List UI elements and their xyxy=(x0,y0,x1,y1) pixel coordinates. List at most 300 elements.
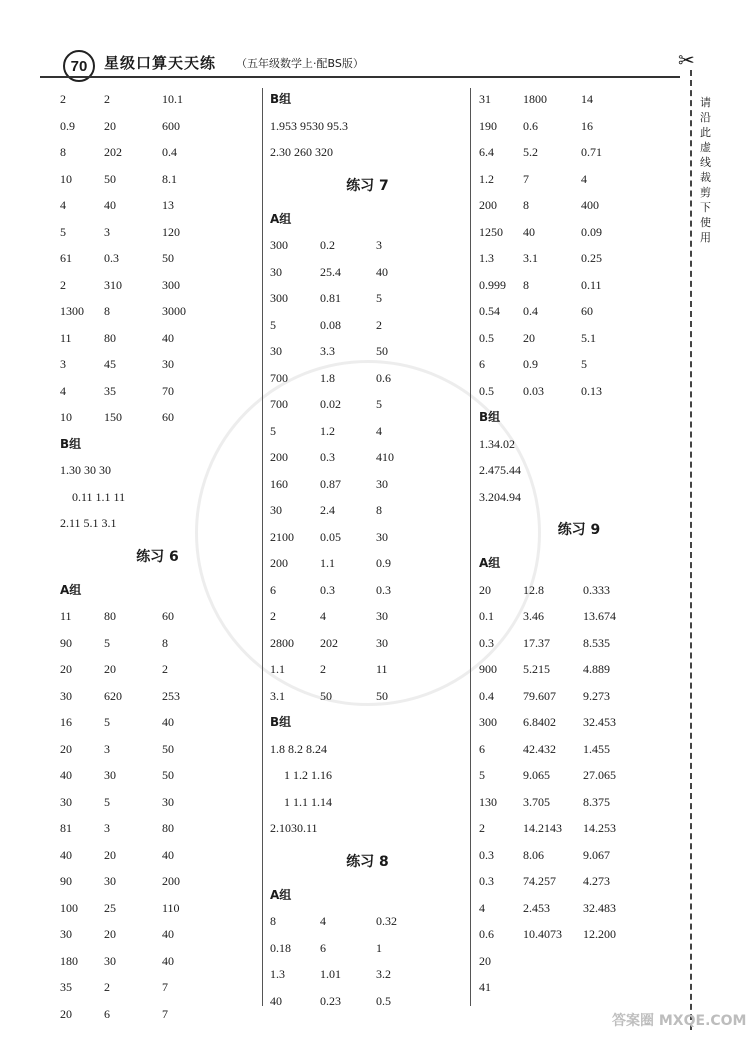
answer-cell: 20 xyxy=(104,118,116,133)
answer-cell: 13.674 xyxy=(583,609,616,623)
answer-line: 1 1.2 1.16 xyxy=(284,768,332,782)
answer-cell: 30 xyxy=(60,688,72,703)
answer-row xyxy=(60,842,255,869)
answer-cell: 3.2 xyxy=(376,967,391,981)
answer-cell: 0.4 xyxy=(479,688,494,703)
answer-cell: 190 xyxy=(479,118,497,133)
answer-cell: 4 xyxy=(60,198,66,212)
answer-cell: 1.2 xyxy=(479,171,494,186)
answer-cell: 5 xyxy=(581,357,587,371)
answer-row xyxy=(270,961,465,988)
answer-cell: 20 xyxy=(479,582,491,597)
answer-cell: 8 xyxy=(523,277,529,292)
answer-cell: 20 xyxy=(479,953,491,968)
answer-cell: 25.4 xyxy=(320,264,341,279)
answer-row xyxy=(479,378,679,405)
answer-row xyxy=(479,577,679,604)
column-divider xyxy=(470,88,471,1006)
answer-cell: 20 xyxy=(104,927,116,941)
answer-row xyxy=(60,113,255,140)
answer-row xyxy=(270,683,465,710)
answer-cell: 50 xyxy=(376,688,388,703)
answer-cell: 0.18 xyxy=(270,940,291,955)
page-number: 70 xyxy=(63,50,95,82)
answer-row xyxy=(479,842,679,869)
answer-cell: 40 xyxy=(60,847,72,862)
answer-row xyxy=(270,656,465,683)
answer-cell: 0.5 xyxy=(479,383,494,398)
answer-row xyxy=(60,921,255,948)
answer-row xyxy=(60,325,255,352)
answer-cell: 0.4 xyxy=(162,145,177,159)
book-subtitle: （五年级数学上·配BS版） xyxy=(236,57,364,70)
answer-line: 1.30 30 30 xyxy=(60,463,111,477)
answer-cell: 200 xyxy=(270,556,288,570)
answer-cell: 6 xyxy=(479,741,485,756)
answer-cell: 0.9 xyxy=(376,556,391,570)
answer-cell: 42.432 xyxy=(523,741,556,756)
answer-cell: 0.5 xyxy=(376,993,391,1008)
answer-cell: 17.37 xyxy=(523,635,550,650)
answer-cell: 30 xyxy=(376,609,388,623)
answer-cell: 200 xyxy=(162,874,180,888)
cut-dashed-line xyxy=(690,70,692,1030)
answer-cell: 120 xyxy=(162,224,180,239)
answer-cell: 50 xyxy=(162,741,174,756)
section-title: 练习 6 xyxy=(136,548,179,565)
answer-row xyxy=(479,868,679,895)
answer-cell: 7 xyxy=(162,1006,168,1021)
group-label: B组 xyxy=(60,436,82,451)
answer-cell: 0.999 xyxy=(479,277,506,292)
answer-cell: 5.2 xyxy=(523,145,538,159)
answer-row xyxy=(270,391,465,418)
answer-row xyxy=(60,245,255,272)
answer-cell: 0.54 xyxy=(479,304,500,318)
answer-cell: 3000 xyxy=(162,304,186,318)
answer-cell: 5 xyxy=(104,715,110,729)
answer-row xyxy=(270,577,465,604)
answer-row xyxy=(479,245,679,272)
answer-cell: 5 xyxy=(376,291,382,305)
answer-cell: 60 xyxy=(162,410,174,424)
answer-cell: 4 xyxy=(376,423,382,438)
answer-row xyxy=(479,113,679,140)
answer-cell: 160 xyxy=(270,476,288,491)
answer-cell: 0.5 xyxy=(479,330,494,345)
answer-cell: 10.1 xyxy=(162,92,183,106)
answer-cell: 40 xyxy=(376,264,388,279)
answer-cell: 0.3 xyxy=(479,874,494,888)
answer-cell: 0.4 xyxy=(523,304,538,318)
answer-row xyxy=(60,603,255,630)
answer-cell: 90 xyxy=(60,635,72,650)
answer-cell: 30 xyxy=(162,794,174,809)
answer-cell: 30 xyxy=(376,529,388,544)
answer-cell: 0.25 xyxy=(581,251,602,265)
answer-cell: 11 xyxy=(376,662,388,676)
answer-cell: 40 xyxy=(60,768,72,782)
section-title: 练习 7 xyxy=(346,177,389,194)
answer-cell: 40 xyxy=(162,953,174,968)
answer-cell: 0.81 xyxy=(320,291,341,305)
answer-cell: 180 xyxy=(60,953,78,968)
answer-cell: 6.8402 xyxy=(523,715,556,729)
answer-cell: 70 xyxy=(162,383,174,398)
answer-cell: 3 xyxy=(376,238,382,252)
answer-cell: 50 xyxy=(162,768,174,782)
answer-row xyxy=(60,762,255,789)
answer-cell: 9.067 xyxy=(583,847,610,862)
answer-cell: 2.4 xyxy=(320,503,335,517)
answer-cell: 4 xyxy=(60,383,66,398)
answer-cell: 3 xyxy=(104,741,110,756)
group-label: B组 xyxy=(270,92,292,106)
answer-cell: 3.46 xyxy=(523,609,544,623)
answer-row xyxy=(60,736,255,763)
group-label: A组 xyxy=(479,556,501,570)
answer-row xyxy=(60,895,255,922)
answer-cell: 5 xyxy=(60,224,66,239)
answer-cell: 1800 xyxy=(523,92,547,106)
answer-cell: 0.6 xyxy=(523,118,538,133)
answer-row xyxy=(60,272,255,299)
answer-row xyxy=(270,285,465,312)
answer-cell: 50 xyxy=(376,344,388,358)
answer-cell: 35 xyxy=(104,383,116,398)
answer-row xyxy=(479,736,679,763)
answer-cell: 45 xyxy=(104,357,116,371)
answer-row xyxy=(479,656,679,683)
answer-line: 2.11 5.1 3.1 xyxy=(60,516,117,530)
answer-cell: 1300 xyxy=(60,304,84,318)
answer-cell: 300 xyxy=(479,715,497,729)
answer-cell: 1.01 xyxy=(320,967,341,981)
answer-row xyxy=(60,139,255,166)
answer-cell: 1250 xyxy=(479,224,503,239)
group-label: A组 xyxy=(270,887,292,902)
answer-cell: 5 xyxy=(104,635,110,650)
answer-cell: 50 xyxy=(104,171,116,186)
answer-cell: 0.05 xyxy=(320,529,341,544)
answer-row xyxy=(270,444,465,471)
answer-cell: 600 xyxy=(162,118,180,133)
answer-row xyxy=(270,630,465,657)
answer-cell: 30 xyxy=(60,794,72,809)
answer-row xyxy=(479,139,679,166)
answer-cell: 40 xyxy=(104,198,116,212)
answer-cell: 14.2143 xyxy=(523,821,562,835)
answer-row xyxy=(479,272,679,299)
answer-row xyxy=(60,192,255,219)
answer-row xyxy=(479,351,679,378)
answer-cell: 1.1 xyxy=(320,556,335,570)
answer-cell: 30 xyxy=(60,927,72,941)
answer-cell: 2100 xyxy=(270,529,294,544)
answer-row xyxy=(270,935,465,962)
answer-cell: 25 xyxy=(104,900,116,915)
answer-row xyxy=(60,815,255,842)
answer-cell: 2.453 xyxy=(523,900,550,915)
answer-cell: 3.3 xyxy=(320,344,335,358)
answer-cell: 8 xyxy=(523,198,529,212)
answer-cell: 300 xyxy=(162,277,180,292)
answer-cell: 8 xyxy=(104,304,110,318)
answer-cell: 8.06 xyxy=(523,847,544,862)
answer-cell: 20 xyxy=(523,330,535,345)
answer-cell: 4 xyxy=(581,171,587,186)
answer-line: 2.1030.11 xyxy=(270,821,318,835)
answer-cell: 0.9 xyxy=(60,118,75,133)
answer-cell: 3 xyxy=(104,821,110,835)
answer-cell: 20 xyxy=(60,662,72,676)
answer-cell: 50 xyxy=(162,251,174,265)
answer-line: 1.34.02 xyxy=(479,436,515,451)
answer-cell: 80 xyxy=(104,330,116,345)
answer-row xyxy=(479,762,679,789)
answer-row xyxy=(60,298,255,325)
answer-cell: 100 xyxy=(60,900,78,915)
answer-cell: 130 xyxy=(479,794,497,809)
answer-cell: 81 xyxy=(60,821,72,835)
answer-cell: 4 xyxy=(479,900,485,915)
answer-cell: 10 xyxy=(60,410,72,424)
answer-row xyxy=(479,789,679,816)
answer-cell: 30 xyxy=(104,953,116,968)
answer-row xyxy=(270,259,465,286)
answer-cell: 900 xyxy=(479,662,497,676)
answer-cell: 4 xyxy=(320,609,326,623)
answer-row xyxy=(60,948,255,975)
answer-row xyxy=(60,1001,255,1028)
answer-cell: 0.13 xyxy=(581,383,602,398)
answer-row xyxy=(270,471,465,498)
answer-cell: 1.8 xyxy=(320,370,335,385)
answer-cell: 13 xyxy=(162,198,174,212)
answer-cell: 40 xyxy=(270,993,282,1008)
answer-cell: 700 xyxy=(270,397,288,411)
answer-line: 0.11 1.1 11 xyxy=(72,489,126,504)
answer-cell: 32.483 xyxy=(583,900,616,915)
answer-cell: 74.257 xyxy=(523,874,556,888)
group-label: B组 xyxy=(270,715,292,729)
answer-row xyxy=(60,86,255,113)
answer-row xyxy=(60,351,255,378)
answer-row xyxy=(60,974,255,1001)
answer-cell: 5.215 xyxy=(523,662,550,676)
answer-cell: 5 xyxy=(104,794,110,809)
answer-cell: 2 xyxy=(162,662,168,676)
answer-row xyxy=(60,789,255,816)
answer-row xyxy=(60,219,255,246)
answer-cell: 8 xyxy=(376,503,382,517)
answer-cell: 5.1 xyxy=(581,330,596,345)
answer-cell: 9.065 xyxy=(523,768,550,782)
answer-row xyxy=(270,988,465,1015)
answer-cell: 8.375 xyxy=(583,794,610,809)
answer-cell: 150 xyxy=(104,410,122,424)
answer-line: 1.8 8.2 8.24 xyxy=(270,741,327,756)
answer-cell: 61 xyxy=(60,251,72,265)
answer-cell: 16 xyxy=(60,715,72,729)
answer-cell: 0.23 xyxy=(320,993,341,1008)
answer-row xyxy=(479,325,679,352)
answer-column-2 xyxy=(270,86,465,1014)
answer-column-3 xyxy=(479,86,679,1001)
answer-cell: 400 xyxy=(581,198,599,212)
answer-cell: 0.1 xyxy=(479,609,494,623)
answer-row xyxy=(479,683,679,710)
answer-cell: 0.2 xyxy=(320,238,335,252)
answer-cell: 90 xyxy=(60,874,72,888)
column-divider xyxy=(262,88,263,1006)
answer-cell: 20 xyxy=(104,662,116,676)
answer-row xyxy=(60,630,255,657)
section-title: 练习 9 xyxy=(557,522,601,538)
answer-cell: 4 xyxy=(320,914,326,928)
answer-cell: 0.333 xyxy=(583,582,610,597)
answer-cell: 0.3 xyxy=(104,251,119,265)
cut-instruction: 请沿此虚线裁剪下使用 xyxy=(700,96,711,244)
answer-cell: 5 xyxy=(479,768,485,782)
answer-cell: 0.32 xyxy=(376,914,397,928)
answer-cell: 1.1 xyxy=(270,662,285,676)
answer-cell: 7 xyxy=(162,980,168,994)
answer-row xyxy=(60,404,255,431)
answer-row xyxy=(479,921,679,948)
answer-cell: 202 xyxy=(104,145,122,159)
answer-row xyxy=(479,948,679,975)
answer-cell: 2 xyxy=(376,317,382,332)
answer-cell: 310 xyxy=(104,277,122,292)
answer-cell: 16 xyxy=(581,118,593,133)
answer-line: 1 1.1 1.14 xyxy=(284,794,332,809)
answer-cell: 30 xyxy=(162,357,174,371)
answer-row xyxy=(60,709,255,736)
answer-cell: 0.03 xyxy=(523,383,544,398)
group-label: A组 xyxy=(60,582,82,597)
answer-cell: 202 xyxy=(320,635,338,650)
answer-cell: 40 xyxy=(523,224,535,239)
answer-cell: 4.273 xyxy=(583,874,610,888)
answer-cell: 2 xyxy=(60,277,66,292)
answer-cell: 0.6 xyxy=(479,927,494,941)
answer-cell: 620 xyxy=(104,688,122,703)
answer-cell: 0.9 xyxy=(523,357,538,371)
answer-cell: 10 xyxy=(60,171,72,186)
answer-cell: 7 xyxy=(523,171,529,186)
answer-cell: 6.4 xyxy=(479,145,494,159)
answer-cell: 12.200 xyxy=(583,927,616,941)
answer-cell: 79.607 xyxy=(523,688,556,703)
answer-row xyxy=(270,908,465,935)
answer-cell: 0.09 xyxy=(581,224,602,239)
answer-cell: 0.3 xyxy=(479,635,494,650)
answer-cell: 0.3 xyxy=(376,582,391,597)
book-title: 星级口算天天练 xyxy=(104,54,217,72)
answer-cell: 2 xyxy=(60,92,66,106)
answer-row xyxy=(479,709,679,736)
answer-cell: 40 xyxy=(162,927,174,941)
answer-line: 2.30 260 320 xyxy=(270,145,333,159)
answer-row xyxy=(60,166,255,193)
answer-cell: 2800 xyxy=(270,635,294,650)
answer-cell: 1.455 xyxy=(583,741,610,756)
answer-cell: 8 xyxy=(162,635,168,650)
answer-cell: 3.1 xyxy=(270,688,285,703)
answer-cell: 60 xyxy=(162,609,174,623)
answer-cell: 2 xyxy=(104,980,110,994)
answer-column-1 xyxy=(60,86,255,1027)
answer-cell: 0.3 xyxy=(320,450,335,464)
answer-row xyxy=(270,497,465,524)
answer-cell: 6 xyxy=(320,940,326,955)
header-rule xyxy=(40,76,680,78)
answer-cell: 10.4073 xyxy=(523,927,562,941)
answer-cell: 8.535 xyxy=(583,635,610,650)
answer-line: 2.475.44 xyxy=(479,463,521,477)
answer-cell: 30 xyxy=(104,768,116,782)
answer-row xyxy=(479,895,679,922)
answer-cell: 3.705 xyxy=(523,794,550,809)
answer-cell: 3 xyxy=(60,357,66,371)
answer-row xyxy=(479,219,679,246)
answer-cell: 5 xyxy=(270,317,276,332)
answer-cell: 60 xyxy=(581,304,593,318)
corner-watermark: 答案圈 MXQE.COM xyxy=(612,1013,747,1029)
answer-cell: 0.08 xyxy=(320,317,341,332)
answer-row xyxy=(479,603,679,630)
answer-row xyxy=(270,338,465,365)
answer-cell: 0.3 xyxy=(320,582,335,597)
answer-cell: 3.1 xyxy=(523,251,538,265)
answer-row xyxy=(270,232,465,259)
answer-line: 1.953 9530 95.3 xyxy=(270,118,348,133)
answer-cell: 1.3 xyxy=(479,251,494,265)
answer-cell: 40 xyxy=(162,847,174,862)
answer-cell: 8.1 xyxy=(162,171,177,186)
answer-cell: 14.253 xyxy=(583,821,616,835)
answer-row xyxy=(479,974,679,1001)
answer-row xyxy=(60,683,255,710)
answer-cell: 5 xyxy=(376,397,382,411)
answer-cell: 700 xyxy=(270,370,288,385)
answer-cell: 0.02 xyxy=(320,397,341,411)
answer-cell: 80 xyxy=(162,821,174,835)
answer-cell: 35 xyxy=(60,980,72,994)
section-title: 练习 8 xyxy=(346,853,389,870)
answer-cell: 1.2 xyxy=(320,423,335,438)
answer-row xyxy=(60,868,255,895)
answer-cell: 11 xyxy=(60,330,72,345)
answer-cell: 30 xyxy=(376,476,388,491)
answer-cell: 0.6 xyxy=(376,370,391,385)
answer-row xyxy=(60,656,255,683)
answer-row xyxy=(479,630,679,657)
answer-cell: 300 xyxy=(270,238,288,252)
answer-cell: 31 xyxy=(479,92,491,106)
answer-cell: 40 xyxy=(162,715,174,729)
answer-cell: 30 xyxy=(270,344,282,358)
answer-cell: 30 xyxy=(104,874,116,888)
answer-row xyxy=(270,603,465,630)
answer-row xyxy=(479,166,679,193)
answer-cell: 20 xyxy=(60,741,72,756)
answer-row xyxy=(479,86,679,113)
answer-cell: 6 xyxy=(104,1006,110,1021)
answer-cell: 1 xyxy=(376,940,382,955)
answer-cell: 300 xyxy=(270,291,288,305)
